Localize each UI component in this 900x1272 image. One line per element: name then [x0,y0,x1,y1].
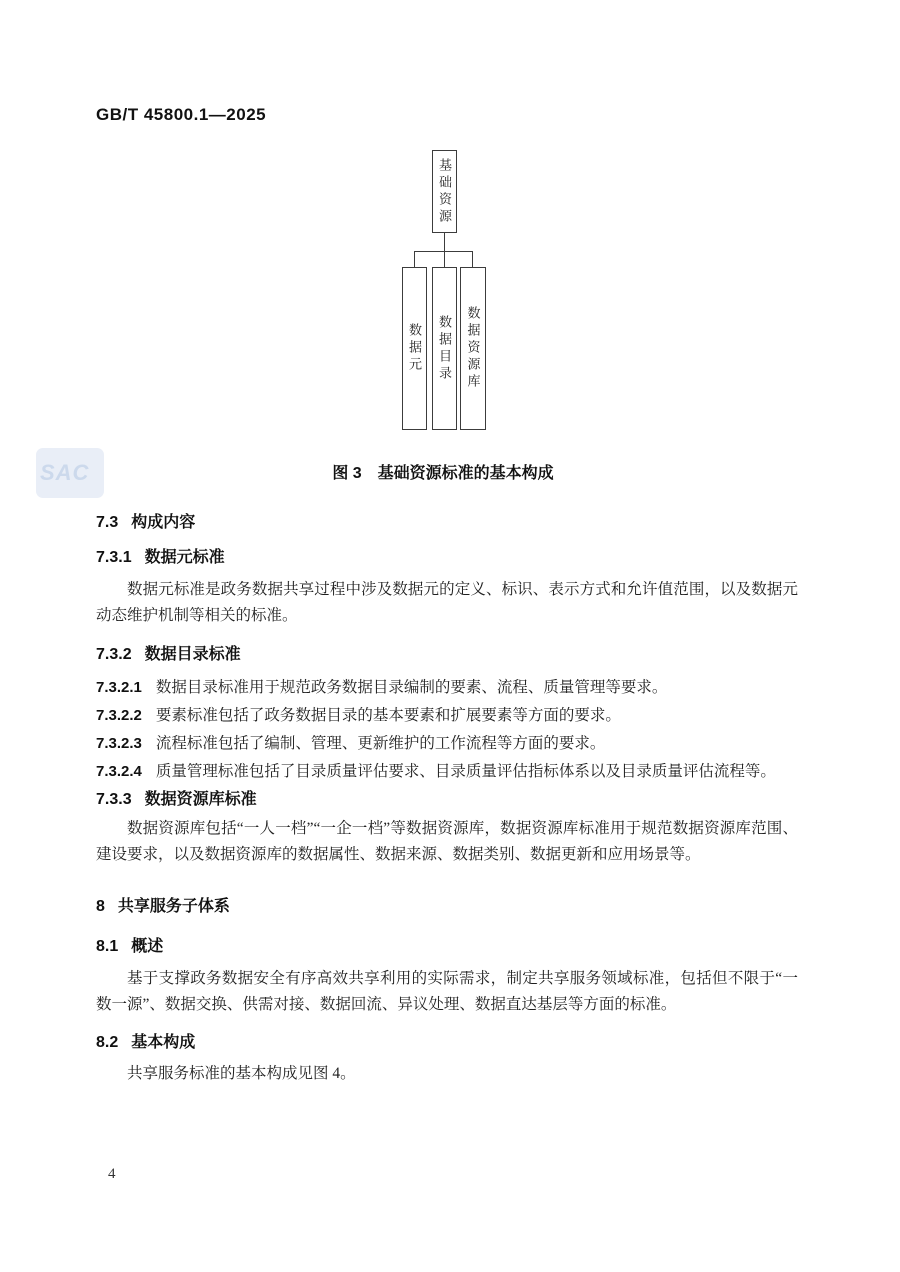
heading-8-2-title: 基本构成 [131,1034,196,1051]
clause-7-3-2-3 [96,730,776,758]
clause-7-3-2-2 [96,702,776,730]
paragraph-7-3-3: 数据资源库包括“一人一档”“一企一档”等数据资源库，数据资源库标准用于规范数据资源库范围、建设要求，以及数据资源库的数据属性、数据来源、数据类别、数据更新和应用场景等。 [96,820,798,863]
diagram-box-data-catalog-label: 数据目录 [437,314,452,383]
diagram-box-root-label: 基础资源 [437,157,452,226]
heading-8-number: 8 [96,898,105,915]
heading-7-3-1 [96,544,225,567]
connector-stub-right [472,252,473,267]
standard-number: GB/T 45800.1—2025 [96,105,267,124]
heading-7-3-3-title: 数据资源库标准 [144,791,257,808]
clause-7-3-2-1-text: 数据目录标准用于规范政务数据目录编制的要素、流程、质量管理等要求。 [155,679,668,696]
heading-8 [96,893,230,916]
clause-7-3-2-1-number: 7.3.2.1 [96,679,142,696]
connector-line-vertical-top [444,233,445,251]
heading-7-3-3 [96,786,257,809]
diagram-box-data-element [402,267,427,430]
heading-7-3-2-title: 数据目录标准 [144,646,241,663]
paragraph-8-1: 基于支撑政务数据安全有序高效共享利用的实际需求，制定共享服务领域标准，包括但不限于“一数一源”、数据交换、供需对接、数据回流、异议处理、数据直达基层等方面的标准。 [96,970,798,1013]
heading-7-3-title: 构成内容 [131,514,196,531]
paragraph-7-3-1: 数据元标准是政务数据共享过程中涉及数据元的定义、标识、表示方式和允许值范围，以及数据元动态维护机制等相关的标准。 [96,581,798,624]
heading-7-3-3-number: 7.3.3 [96,791,132,808]
diagram-box-data-element-label: 数据元 [407,323,422,374]
heading-7-3-1-number: 7.3.1 [96,549,132,566]
clause-7-3-2-3-text: 流程标准包括了编制、管理、更新维护的工作流程等方面的要求。 [155,735,606,752]
heading-7-3-1-title: 数据元标准 [144,549,225,566]
heading-7-3 [96,509,195,532]
paragraph-8-2: 共享服务标准的基本构成见图 4。 [127,1065,356,1082]
clause-7-3-2-2-text: 要素标准包括了政务数据目录的基本要素和扩展要素等方面的要求。 [155,707,621,724]
connector-stub-middle [444,252,445,267]
heading-7-3-number: 7.3 [96,514,119,531]
diagram-box-data-catalog [432,267,457,430]
heading-8-2-number: 8.2 [96,1034,119,1051]
clause-7-3-2-4-text: 质量管理标准包括了目录质量评估要求、目录质量评估指标体系以及目录质量评估流程等。 [155,763,776,780]
heading-8-title: 共享服务子体系 [117,898,230,915]
clause-7-3-2-3-number: 7.3.2.3 [96,735,142,752]
connector-stub-left [414,252,415,267]
page-number: 4 [108,1166,116,1182]
heading-8-1-title: 概述 [131,938,164,955]
heading-8-2 [96,1029,195,1052]
heading-7-3-2-number: 7.3.2 [96,646,132,663]
clause-7-3-2-2-number: 7.3.2.2 [96,707,142,724]
sac-watermark-text: SAC [40,460,90,485]
diagram-box-root [432,150,457,233]
diagram-box-data-repository-label: 数据资源库 [465,306,481,391]
clause-7-3-2-4 [96,758,776,786]
heading-7-3-2 [96,641,241,664]
heading-8-1-number: 8.1 [96,938,119,955]
clause-list-7-3-2 [96,674,776,786]
heading-8-1 [96,933,163,956]
clause-7-3-2-1 [96,674,776,702]
clause-7-3-2-4-number: 7.3.2.4 [96,763,142,780]
figure3-caption: 图 3 基础资源标准的基本构成 [332,465,554,482]
diagram-box-data-repository [460,267,486,430]
